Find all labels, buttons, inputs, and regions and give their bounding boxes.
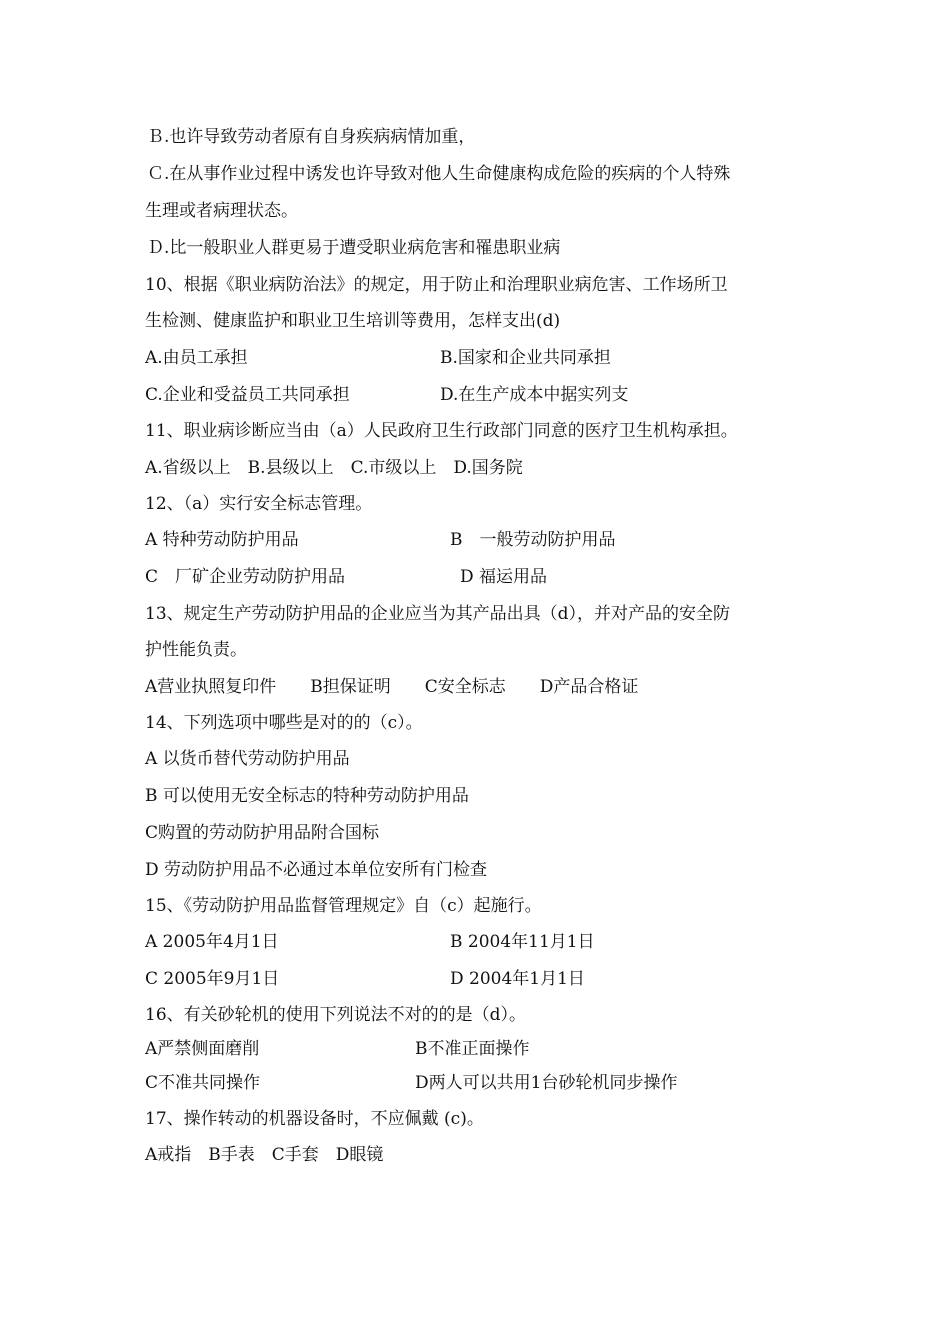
question-10: 10、根据《职业病防治法》的规定，用于防止和治理职业病危害、工作场所卫 <box>145 275 728 295</box>
option-d: D 劳动防护用品不必通过本单位安所有门检查 <box>145 860 488 880</box>
question-11: 11、职业病诊断应当由（a）人民政府卫生行政部门同意的医疗卫生机构承担。 <box>145 421 738 441</box>
option-c: C 厂矿企业劳动防护用品 <box>145 567 346 587</box>
question-16: 16、有关砂轮机的使用下列说法不对的的是（d）。 <box>145 1005 527 1025</box>
option-line: Ｃ.在从事作业过程中诱发也许导致对他人生命健康构成危险的疾病的个人特殊 <box>147 164 731 184</box>
option-b: B 可以使用无安全标志的特种劳动防护用品 <box>145 786 469 806</box>
option-a: A.由员工承担 <box>145 348 248 368</box>
options-line: A戒指 B手表 C手套 D眼镜 <box>145 1145 384 1165</box>
option-c: C 2005年9月1日 <box>145 969 280 989</box>
question-12: 12、（a）实行安全标志管理。 <box>145 494 373 514</box>
options-line: A.省级以上 B.县级以上 C.市级以上 D.国务院 <box>145 458 523 478</box>
option-d: D.在生产成本中据实列支 <box>440 385 629 405</box>
option-c: C购置的劳动防护用品附合国标 <box>145 823 380 843</box>
question-14: 14、下列选项中哪些是对的的（c）。 <box>145 713 423 733</box>
option-c: C不准共同操作 <box>145 1073 261 1093</box>
option-d: D 2004年1月1日 <box>450 969 585 989</box>
option-d: D 福运用品 <box>460 567 548 587</box>
option-b: B.国家和企业共同承担 <box>440 348 611 368</box>
option-a: A 2005年4月1日 <box>145 932 279 952</box>
option-line: Ｄ.比一般职业人群更易于遭受职业病危害和罹患职业病 <box>147 238 561 258</box>
option-b: B 一般劳动防护用品 <box>450 530 616 550</box>
question-15: 15、《劳动防护用品监督管理规定》自（c）起施行。 <box>145 896 542 916</box>
option-b: B不准正面操作 <box>415 1039 530 1059</box>
option-c: C.企业和受益员工共同承担 <box>145 385 350 405</box>
option-a: A 以货币替代劳动防护用品 <box>145 749 350 769</box>
text-line: 生理或者病理状态。 <box>145 201 298 221</box>
option-d: D两人可以共用1台砂轮机同步操作 <box>415 1073 678 1093</box>
option-a: A 特种劳动防护用品 <box>145 530 299 550</box>
option-a: A严禁侧面磨削 <box>145 1039 260 1059</box>
option-line: Ｂ.也许导致劳动者原有自身疾病病情加重， <box>147 127 476 147</box>
text-line: 护性能负责。 <box>145 640 247 660</box>
option-b: B 2004年11月1日 <box>450 932 595 952</box>
question-17: 17、操作转动的机器设备时，不应佩戴 (c)。 <box>145 1109 484 1129</box>
options-line: A营业执照复印件 B担保证明 C安全标志 D产品合格证 <box>145 677 639 697</box>
question-13: 13、规定生产劳动防护用品的企业应当为其产品出具（d），并对产品的安全防 <box>145 604 731 624</box>
text-line: 生检测、健康监护和职业卫生培训等费用，怎样支出(d) <box>145 311 561 331</box>
